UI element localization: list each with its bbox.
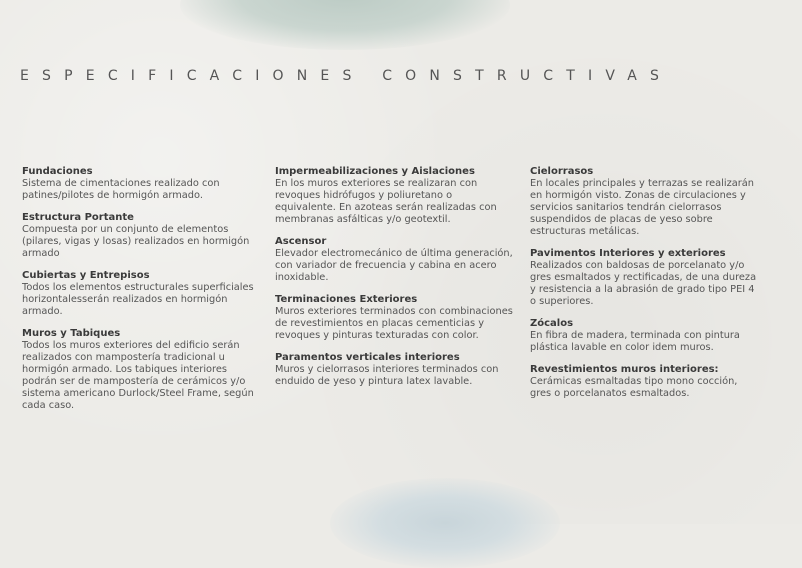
spec-section-pavimentos bbox=[530, 248, 760, 308]
section-heading: Zócalos bbox=[530, 318, 574, 329]
section-body: Elevador electromecánico de última generación, con variador de frecuencia y cabina en acero inoxidable. bbox=[275, 248, 513, 283]
section-body: Muros exteriores terminados con combinaciones de revestimientos en placas cementicias y revoques y pinturas texturadas con color. bbox=[275, 306, 513, 341]
section-body: Compuesta por un conjunto de elementos (pilares, vigas y losas) realizados en hormigón armado bbox=[22, 224, 250, 259]
section-heading: Pavimentos Interiores y exteriores bbox=[530, 248, 726, 259]
section-heading: Cubiertas y Entrepisos bbox=[22, 270, 150, 281]
page-title: ESPECIFICACIONES CONSTRUCTIVAS bbox=[20, 68, 673, 84]
spec-section-zocalos bbox=[530, 318, 760, 354]
section-body: Realizados con baldosas de porcelanato y/o gres esmaltados y rectificadas, de una dureza y resistencia a la abrasión de grado tipo PEI 4 o superiores. bbox=[530, 260, 757, 307]
section-heading: Ascensor bbox=[275, 236, 327, 247]
watercolor-wash-bottom bbox=[330, 478, 560, 568]
section-body: Muros y cielorrasos interiores terminados con enduido de yeso y pintura latex lavable. bbox=[275, 364, 499, 387]
section-heading: Terminaciones Exteriores bbox=[275, 294, 418, 305]
spec-section-cielorrasos bbox=[530, 166, 760, 238]
spec-section-cubiertas bbox=[22, 270, 262, 318]
section-body: En fibra de madera, terminada con pintura plástica lavable en color idem muros. bbox=[530, 330, 740, 353]
section-heading: Muros y Tabiques bbox=[22, 328, 121, 339]
section-heading: Estructura Portante bbox=[22, 212, 134, 223]
spec-section-terminaciones-exteriores bbox=[275, 294, 515, 342]
spec-column-3 bbox=[530, 166, 760, 410]
spec-section-revestimientos bbox=[530, 364, 760, 400]
section-heading: Paramentos verticales interiores bbox=[275, 352, 460, 363]
spec-section-impermeabilizaciones bbox=[275, 166, 515, 226]
spec-column-2 bbox=[275, 166, 515, 398]
section-body: En los muros exteriores se realizaran con revoques hidrófugos y poliuretano o equivalente. En azoteas serán realizadas con membranas asfálticas y/o geotextil. bbox=[275, 178, 497, 225]
spec-column-1 bbox=[22, 166, 262, 422]
section-heading: Revestimientos muros interiores: bbox=[530, 364, 719, 375]
section-heading: Fundaciones bbox=[22, 166, 93, 177]
spec-section-ascensor bbox=[275, 236, 515, 284]
section-body: En locales principales y terrazas se realizarán en hormigón visto. Zonas de circulaciones y servicios sanitarios tendrán cielorrasos suspendidos de placas de yeso sobre estructuras metálicas. bbox=[530, 178, 755, 237]
section-body: Todos los muros exteriores del edificio serán realizados con mampostería tradicional u hormigón armado. Los tabiques interiores podrán ser de mampostería de cerámicos y/o sistema americano Durlock/Steel Frame, según cada caso. bbox=[22, 340, 254, 411]
section-body: Cerámicas esmaltadas tipo mono cocción, gres o porcelanatos esmaltados. bbox=[530, 376, 738, 399]
section-body: Todos los elementos estructurales superficiales horizontalesserán realizados en hormigón armado. bbox=[22, 282, 254, 317]
spec-section-estructura-portante bbox=[22, 212, 262, 260]
spec-section-fundaciones bbox=[22, 166, 262, 202]
section-heading: Impermeabilizaciones y Aislaciones bbox=[275, 166, 475, 177]
section-heading: Cielorrasos bbox=[530, 166, 594, 177]
spec-section-muros-tabiques bbox=[22, 328, 262, 412]
section-body: Sistema de cimentaciones realizado con patines/pilotes de hormigón armado. bbox=[22, 178, 220, 201]
spec-section-paramentos-verticales bbox=[275, 352, 515, 388]
